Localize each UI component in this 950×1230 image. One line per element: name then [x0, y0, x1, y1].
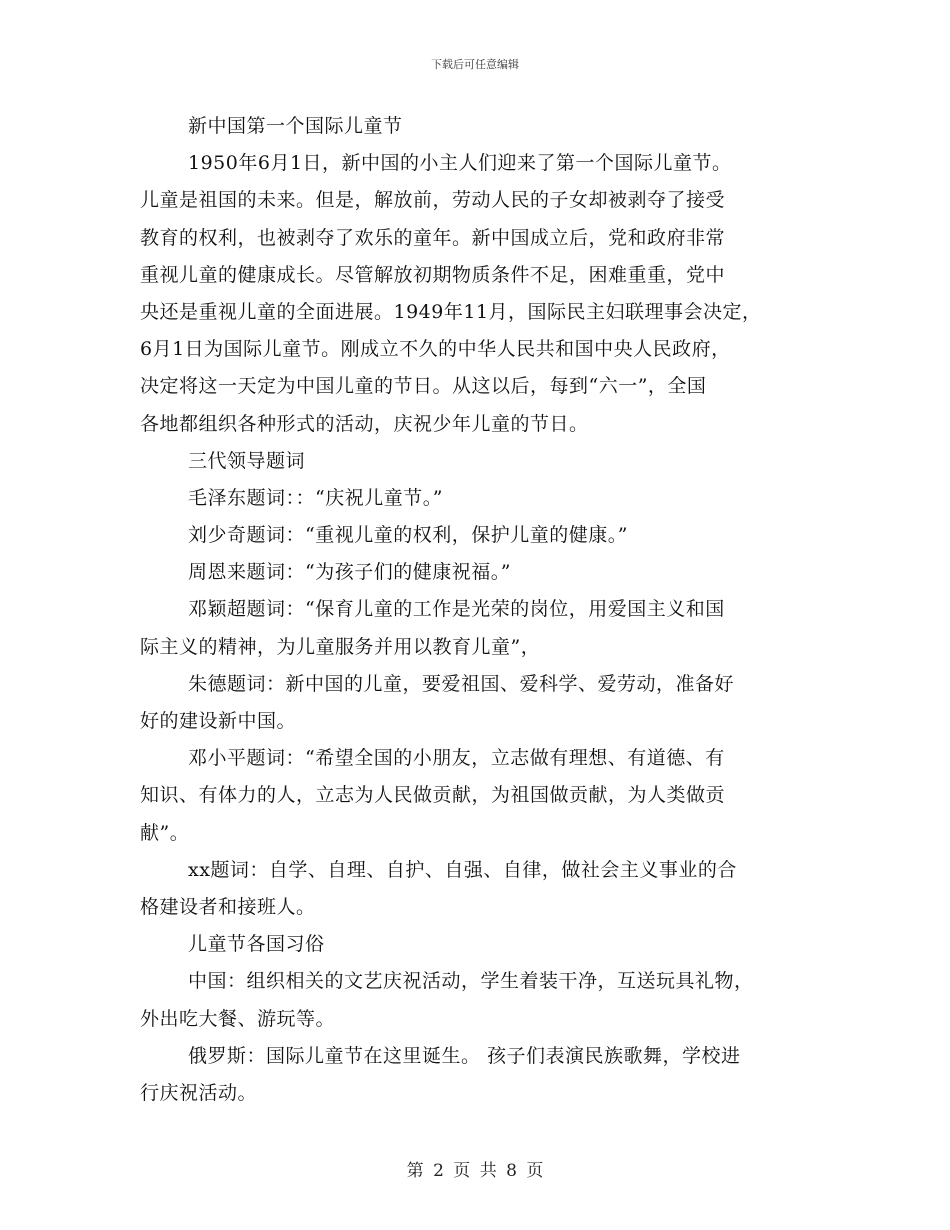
text-line: 各地都组织各种形式的活动，庆祝少年儿童的节日。: [140, 412, 589, 435]
text-line: 刘少奇题词：“重视儿童的权利，保护儿童的健康。”: [188, 524, 628, 547]
text-line: 中国：组织相关的文艺庆祝活动，学生着装干净，互送玩具礼物，: [188, 970, 754, 993]
text-line: 邓颖超题词：“保育儿童的工作是光荣的岗位，用爱国主义和国: [188, 598, 725, 621]
text-line: 知识、有体力的人，立志为人民做贡献，为祖国做贡献，为人类做贡: [140, 784, 726, 807]
text-line: 周恩来题词：“为孩子们的健康祝福。”: [188, 561, 511, 584]
text-line: 际主义的精神，为儿童服务并用以教育儿童”，: [140, 635, 541, 658]
text-line: 儿童是祖国的未来。但是，解放前，劳动人民的子女却被剥夺了接受: [140, 189, 726, 212]
text-line: 三代领导题词: [188, 449, 306, 472]
text-line: xx题词：自学、自理、自护、自强、自律，做社会主义事业的合: [188, 858, 737, 881]
text-line: 教育的权利，也被剥夺了欢乐的童年。新中国成立后，党和政府非常: [140, 226, 726, 249]
text-line: 6月1日为国际儿童节。刚成立不久的中华人民共和国中央人民政府，: [140, 338, 731, 361]
text-line: 决定将这一天定为中国儿童的节日。从这以后，每到“六一”，全国: [140, 375, 707, 398]
document-body: [140, 108, 830, 1112]
text-line: 行庆祝活动。: [140, 1081, 258, 1104]
text-line: 外出吃大餐、游玩等。: [140, 1007, 336, 1030]
page-footer-pagination: 第 2 页 共 8 页: [406, 1161, 544, 1181]
text-line: 俄罗斯：国际儿童节在这里诞生。 孩子们表演民族歌舞，学校进: [188, 1044, 741, 1067]
text-line: 朱德题词：新中国的儿童，要爱祖国、爱科学、爱劳动，准备好: [188, 672, 735, 695]
text-line: 央还是重视儿童的全面进展。1949年11月，国际民主妇联理事会决定，: [140, 300, 762, 323]
text-line: 重视儿童的健康成长。尽管解放初期物质条件不足，困难重重，党中: [140, 263, 726, 286]
text-line: 毛泽东题词：：“庆祝儿童节。”: [188, 486, 443, 509]
text-line: 献”。: [140, 821, 190, 844]
text-line: 1950年6月1日，新中国的小主人们迎来了第一个国际儿童节。: [188, 152, 732, 175]
page-header: 下载后可任意编辑: [431, 58, 519, 71]
text-line: 邓小平题词：“希望全国的小朋友，立志做有理想、有道德、有: [188, 747, 725, 770]
text-line: 新中国第一个国际儿童节: [188, 115, 403, 137]
text-line: 好的建设新中国。: [140, 710, 297, 732]
text-line: 儿童节各国习俗: [188, 933, 325, 956]
text-line: 格建设者和接班人。: [140, 895, 316, 918]
